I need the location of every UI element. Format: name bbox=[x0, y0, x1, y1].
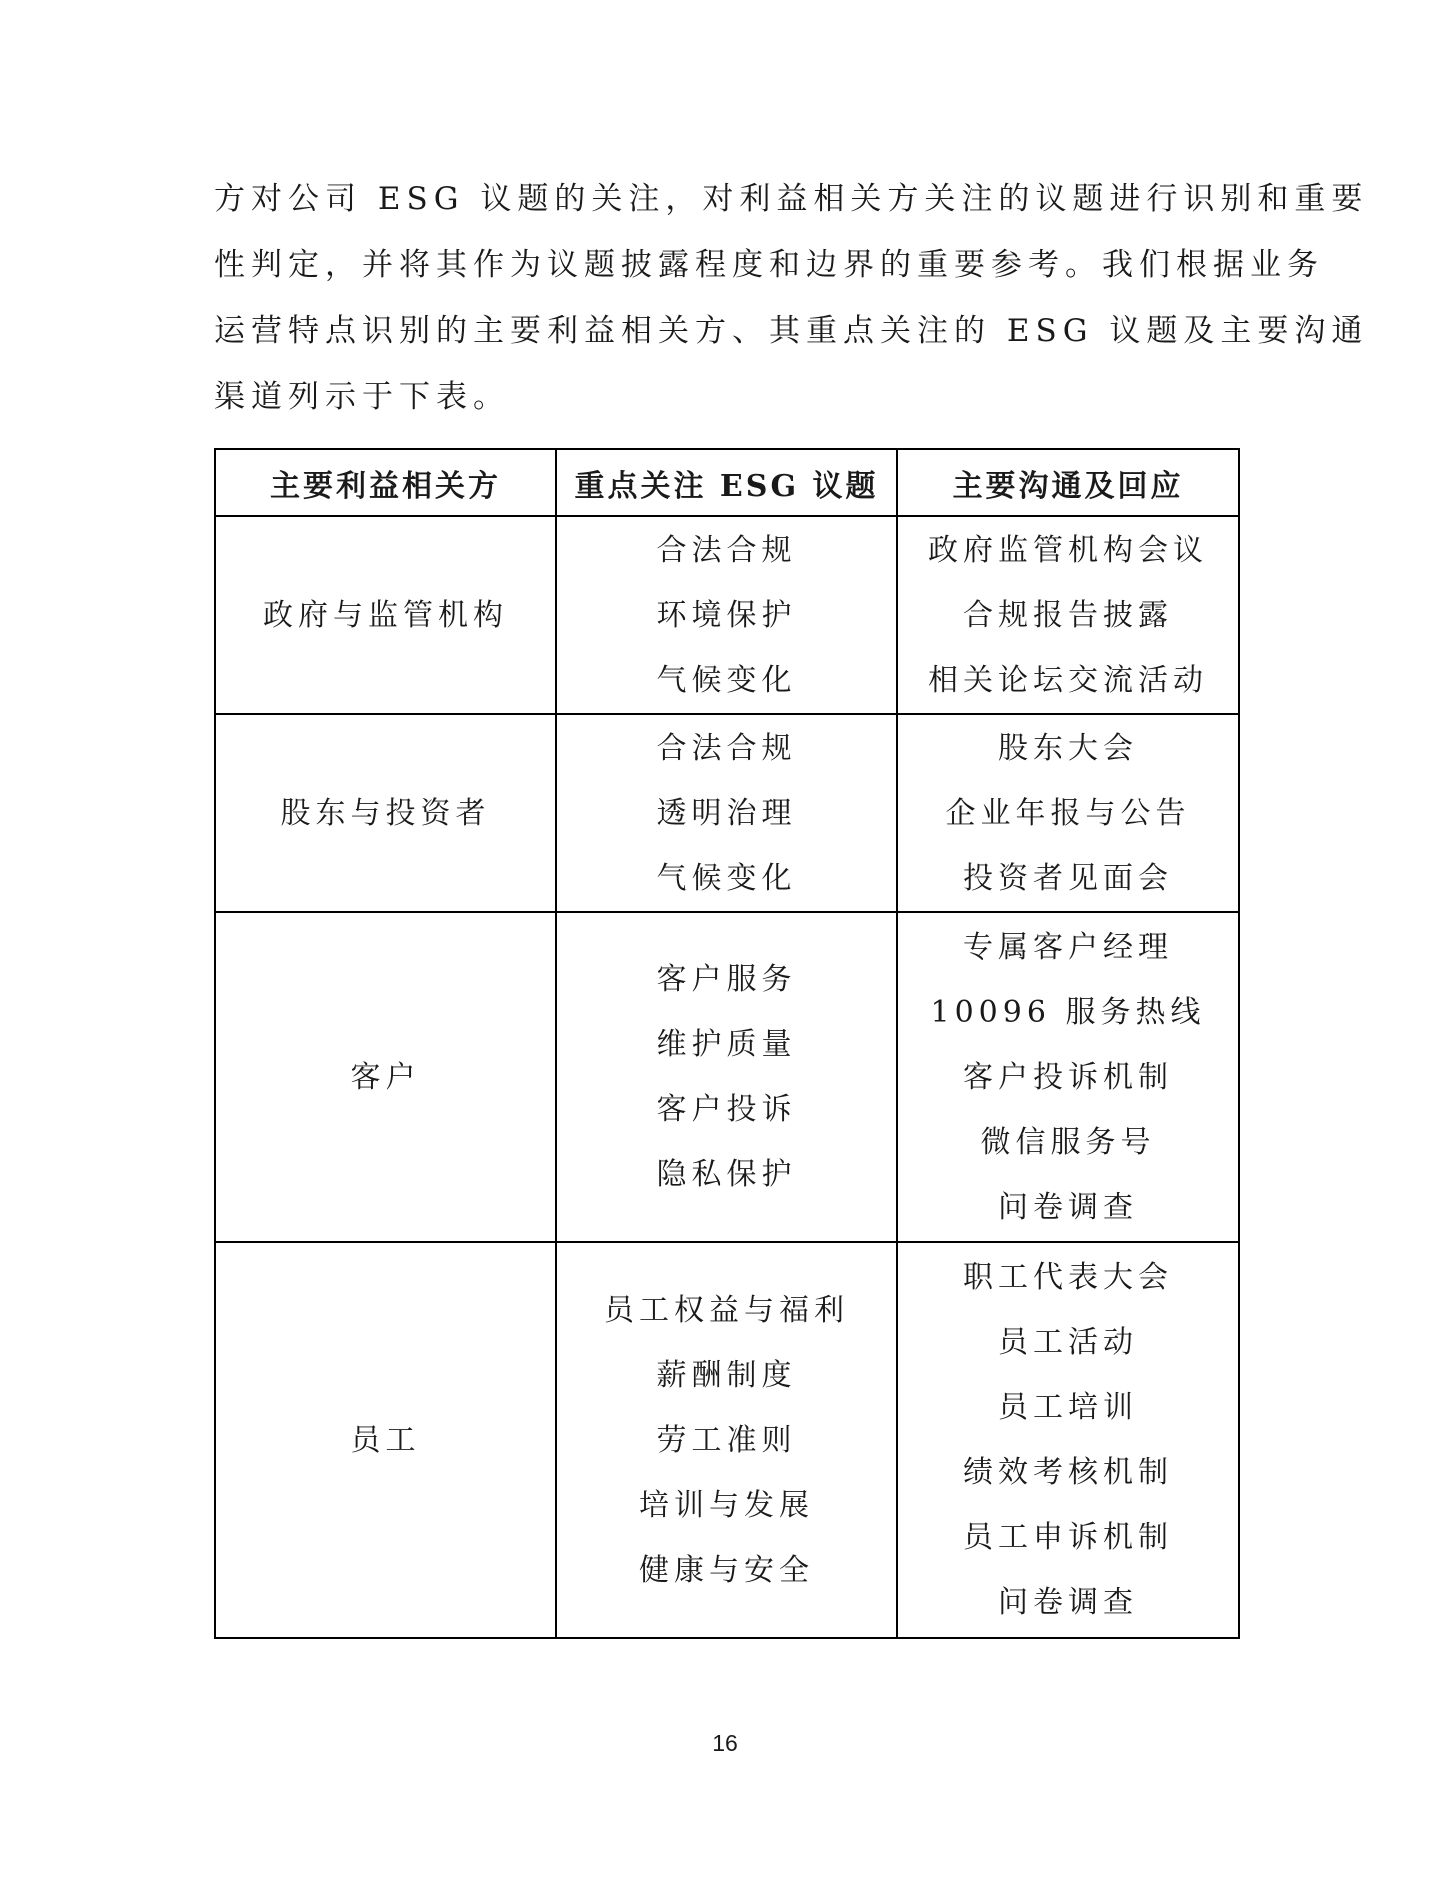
topic-item: 健康与安全 bbox=[639, 1552, 814, 1588]
channels-cell bbox=[897, 516, 1239, 714]
topic-item: 隐私保护 bbox=[656, 1157, 797, 1192]
channels-cell bbox=[897, 1242, 1239, 1638]
topic-item: 客户投诉 bbox=[656, 1092, 797, 1127]
topics-cell bbox=[556, 912, 897, 1242]
topic-item: 员工权益与福利 bbox=[604, 1292, 849, 1328]
channel-item: 微信服务号 bbox=[980, 1124, 1156, 1160]
stakeholder-name: 政府与监管机构 bbox=[263, 597, 508, 633]
stakeholder-cell bbox=[215, 912, 556, 1242]
channel-item: 职工代表大会 bbox=[963, 1260, 1173, 1295]
table-row bbox=[215, 1242, 1239, 1638]
topic-item: 气候变化 bbox=[656, 860, 797, 896]
stakeholder-name: 员工 bbox=[350, 1422, 421, 1458]
channel-item: 合规报告披露 bbox=[963, 597, 1173, 633]
topic-item: 合法合规 bbox=[656, 730, 797, 766]
intro-line: 渠道列示于下表。 bbox=[214, 379, 510, 415]
channel-item: 10096 服务热线 bbox=[930, 994, 1206, 1030]
stakeholder-table bbox=[214, 448, 1240, 1639]
header-esg-topics: 重点关注 ESG 议题 bbox=[556, 449, 897, 516]
topics-cell bbox=[556, 714, 897, 912]
table-row bbox=[215, 912, 1239, 1242]
topic-item: 维护质量 bbox=[656, 1027, 797, 1062]
channels-cell bbox=[897, 714, 1239, 912]
channel-item: 问卷调查 bbox=[998, 1585, 1138, 1620]
topic-item: 环境保护 bbox=[656, 597, 797, 633]
channels-cell bbox=[897, 912, 1239, 1242]
channel-item: 股东大会 bbox=[998, 730, 1138, 766]
topic-item: 薪酬制度 bbox=[656, 1357, 797, 1393]
channel-item: 政府监管机构会议 bbox=[928, 532, 1208, 568]
channel-item: 员工培训 bbox=[998, 1390, 1138, 1425]
stakeholder-name: 客户 bbox=[350, 1059, 421, 1095]
topic-item: 劳工准则 bbox=[656, 1422, 797, 1458]
channel-item: 绩效考核机制 bbox=[963, 1455, 1173, 1490]
intro-paragraph bbox=[214, 166, 1369, 430]
header-communication: 主要沟通及回应 bbox=[897, 449, 1239, 516]
topic-item: 气候变化 bbox=[656, 662, 797, 698]
stakeholder-cell bbox=[215, 516, 556, 714]
table-header-row bbox=[215, 449, 1239, 516]
channel-item: 专属客户经理 bbox=[963, 929, 1173, 965]
topic-item: 培训与发展 bbox=[639, 1487, 814, 1523]
header-stakeholder: 主要利益相关方 bbox=[215, 449, 556, 516]
intro-line: 方对公司 ESG 议题的关注，对利益相关方关注的议题进行识别和重要 bbox=[214, 181, 1369, 217]
topic-item: 透明治理 bbox=[656, 795, 797, 831]
intro-line: 性判定，并将其作为议题披露程度和边界的重要参考。我们根据业务 bbox=[214, 247, 1324, 283]
topics-cell bbox=[556, 1242, 897, 1638]
topic-item: 合法合规 bbox=[656, 532, 797, 568]
topic-item: 客户服务 bbox=[656, 962, 797, 997]
stakeholder-cell bbox=[215, 1242, 556, 1638]
topics-cell bbox=[556, 516, 897, 714]
channel-item: 员工活动 bbox=[998, 1325, 1138, 1360]
channel-item: 问卷调查 bbox=[998, 1189, 1138, 1225]
stakeholder-name: 股东与投资者 bbox=[280, 795, 491, 831]
channel-item: 员工申诉机制 bbox=[963, 1520, 1173, 1555]
intro-line: 运营特点识别的主要利益相关方、其重点关注的 ESG 议题及主要沟通 bbox=[214, 313, 1369, 349]
table-row bbox=[215, 714, 1239, 912]
channel-item: 企业年报与公告 bbox=[945, 795, 1191, 831]
channel-item: 相关论坛交流活动 bbox=[928, 662, 1208, 698]
page-number: 16 bbox=[712, 1730, 738, 1756]
table-row bbox=[215, 516, 1239, 714]
channel-item: 客户投诉机制 bbox=[963, 1059, 1173, 1095]
stakeholder-cell bbox=[215, 714, 556, 912]
channel-item: 投资者见面会 bbox=[963, 860, 1173, 896]
